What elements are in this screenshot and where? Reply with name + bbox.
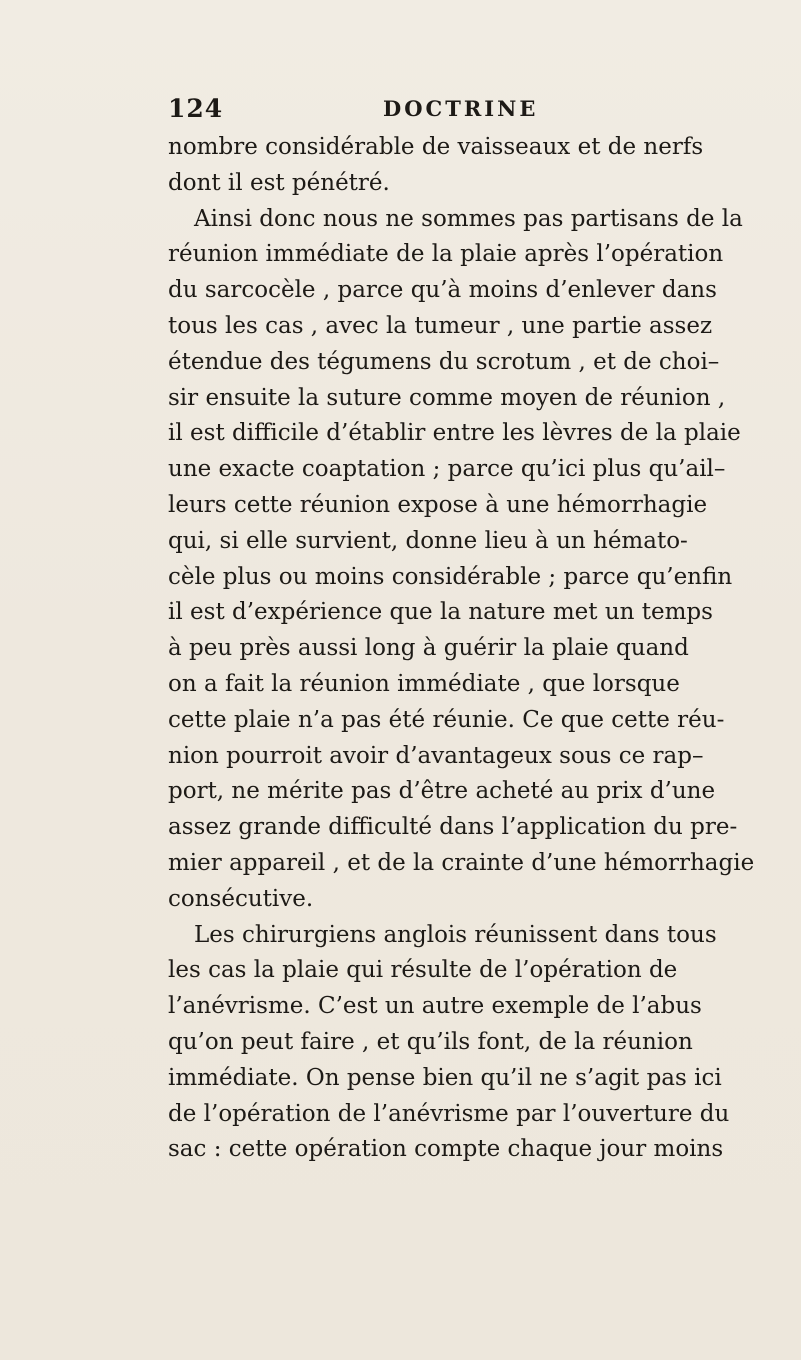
- text-line: Les chirurgiens anglois réunissent dans tous: [194, 921, 717, 948]
- text-line: du sarcocèle , parce qu’à moins d’enlever dans: [168, 277, 717, 304]
- text-line: Ainsi donc nous ne sommes pas partisans de la: [194, 205, 743, 232]
- body-text: [168, 130, 755, 1168]
- text-line: mier appareil , et de la crainte d’une hémorrhagie: [168, 849, 755, 876]
- text-line: l’anévrisme. C’est un autre exemple de l’abus: [168, 993, 702, 1020]
- text-line: réunion immédiate de la plaie après l’opération: [168, 241, 724, 268]
- text-line: on a fait la réunion immédiate , que lorsque: [168, 670, 680, 697]
- text-line: une exacte coaptation ; parce qu’ici plus qu’ail–: [168, 456, 726, 483]
- text-line: à peu près aussi long à guérir la plaie quand: [168, 635, 689, 662]
- text-line: nion pourroit avoir d’avantageux sous ce rap–: [168, 742, 704, 769]
- text-line: sir ensuite la suture comme moyen de réunion ,: [168, 384, 726, 411]
- text-line: qu’on peut faire , et qu’ils font, de la réunion: [168, 1028, 693, 1055]
- text-line: sac : cette opération compte chaque jour moins: [168, 1136, 724, 1163]
- text-line: cèle plus ou moins considérable ; parce qu’enfin: [168, 563, 733, 590]
- text-line: port, ne mérite pas d’être acheté au prix d’une: [168, 778, 716, 805]
- page-number: 124: [168, 94, 224, 123]
- text-line: il est d’expérience que la nature met un temps: [168, 599, 713, 626]
- text-line: cette plaie n’a pas été réunie. Ce que cette réu-: [168, 706, 725, 733]
- text-line: de l’opération de l’anévrisme par l’ouverture du: [168, 1100, 730, 1127]
- text-line: les cas la plaie qui résulte de l’opération de: [168, 957, 678, 984]
- text-line: consécutive.: [168, 885, 314, 912]
- text-line: il est difficile d’établir entre les lèvres de la plaie: [168, 420, 741, 447]
- text-line: assez grande difficulté dans l’application du pre-: [168, 814, 738, 841]
- text-line: immédiate. On pense bien qu’il ne s’agit pas ici: [168, 1064, 722, 1091]
- text-line: leurs cette réunion expose à une hémorrhagie: [168, 491, 708, 518]
- page-header: [168, 92, 548, 126]
- text-line: étendue des tégumens du scrotum , et de choi–: [168, 348, 720, 375]
- text-line: qui, si elle survient, donne lieu à un hémato-: [168, 527, 688, 554]
- text-line: tous les cas , avec la tumeur , une partie assez: [168, 312, 713, 339]
- running-title: DOCTRINE: [383, 96, 539, 121]
- text-line: dont il est pénétré.: [168, 169, 390, 196]
- text-line: nombre considérable de vaisseaux et de nerfs: [168, 134, 704, 160]
